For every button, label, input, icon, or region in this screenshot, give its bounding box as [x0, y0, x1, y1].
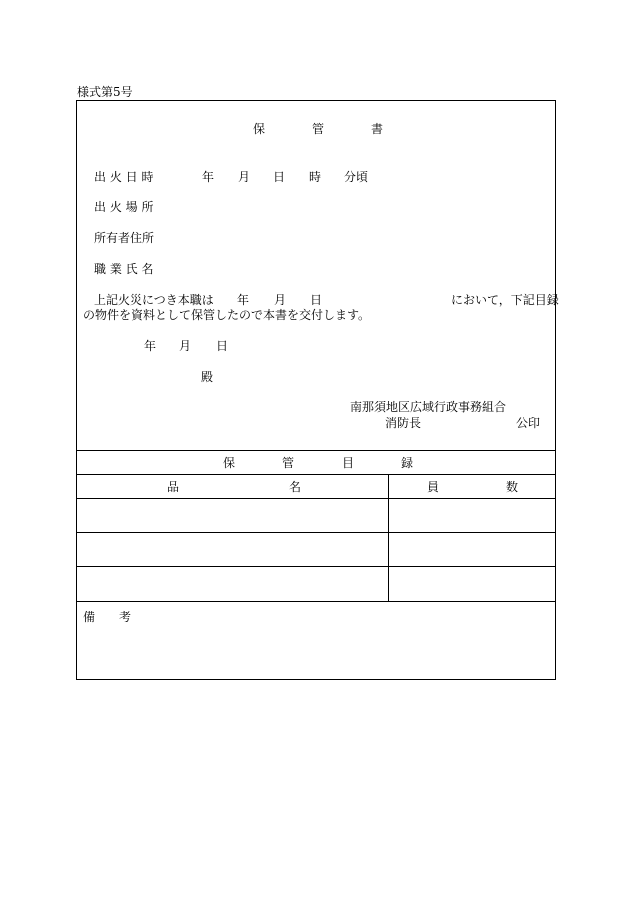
issue-year: 年	[144, 339, 157, 353]
statement-month: 月	[274, 293, 287, 307]
fire-datetime-label: 出 火 日 時	[94, 170, 154, 184]
statement-line2: の物件を資料として保管したので本書を交付します。	[83, 308, 371, 322]
column-divider	[388, 474, 389, 601]
title-char-3: 書	[371, 122, 384, 136]
statement-line1-pre: 上記火災につき本職は	[94, 293, 214, 307]
fire-datetime-minute: 分頃	[344, 170, 369, 184]
form-id: 様式第5号	[77, 85, 133, 99]
issue-day: 日	[216, 339, 229, 353]
remarks-label-char-2: 考	[119, 610, 132, 624]
column-item-name-char-2: 名	[289, 480, 302, 494]
inventory-heading-char-2: 管	[282, 456, 295, 470]
issuer-seal: 公印	[516, 416, 541, 430]
divider	[77, 498, 555, 499]
title-char-2: 管	[312, 122, 325, 136]
occupation-name-label: 職 業 氏 名	[94, 262, 154, 276]
fire-datetime-hour: 時	[309, 170, 322, 184]
column-quantity-char-2: 数	[506, 480, 519, 494]
fire-datetime-year: 年	[202, 170, 215, 184]
column-item-name-char-1: 品	[167, 480, 180, 494]
divider	[77, 566, 555, 567]
divider	[77, 474, 555, 475]
column-quantity-char-1: 員	[427, 480, 440, 494]
form-frame	[76, 100, 559, 680]
statement-day: 日	[310, 293, 323, 307]
title-char-1: 保	[253, 122, 266, 136]
fire-datetime-month: 月	[238, 170, 251, 184]
divider	[77, 532, 555, 533]
inventory-heading-char-3: 目	[342, 456, 355, 470]
fire-place-label: 出 火 場 所	[94, 200, 154, 214]
fire-datetime-day: 日	[273, 170, 286, 184]
inventory-heading-char-4: 録	[401, 456, 414, 470]
issue-month: 月	[179, 339, 192, 353]
remarks-label-char-1: 備	[83, 610, 96, 624]
divider	[77, 450, 555, 451]
issuer-org: 南那須地区広域行政事務組合	[350, 400, 507, 414]
owner-address-label: 所有者住所	[94, 231, 155, 245]
statement-year: 年	[237, 293, 250, 307]
statement-line1-post: において，下記目録	[451, 293, 559, 307]
addressee-suffix: 殿	[201, 370, 214, 384]
divider	[77, 601, 555, 602]
inventory-heading-char-1: 保	[223, 456, 236, 470]
issuer-title: 消防長	[385, 416, 422, 430]
